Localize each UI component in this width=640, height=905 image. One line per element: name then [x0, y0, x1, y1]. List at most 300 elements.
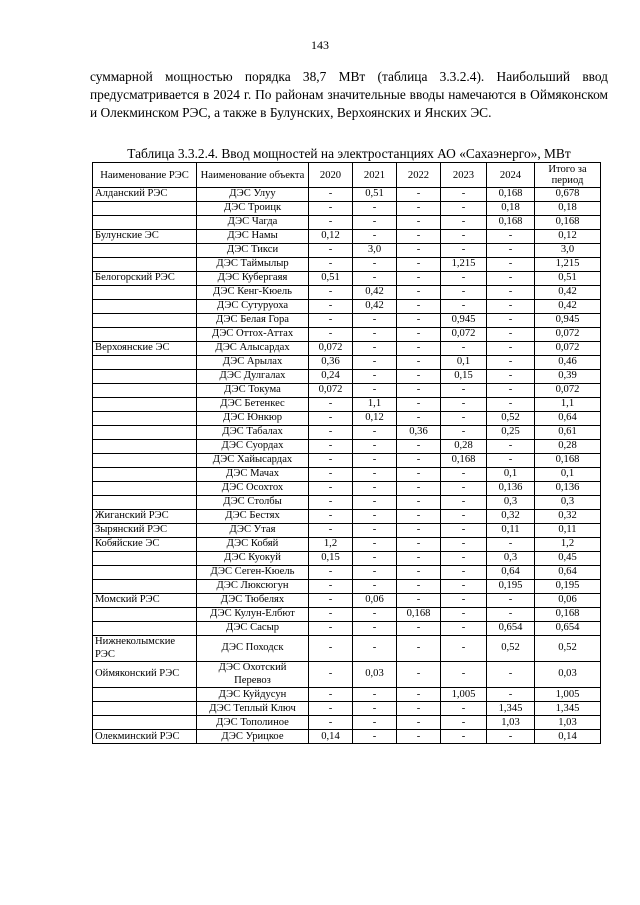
- table-row: [93, 342, 601, 356]
- value-cell: -: [397, 370, 441, 384]
- value-cell: -: [397, 594, 441, 608]
- value-cell: -: [441, 622, 487, 636]
- value-cell: 0,072: [535, 342, 601, 356]
- value-cell: 1,03: [535, 716, 601, 730]
- value-cell: -: [353, 258, 397, 272]
- value-cell: -: [441, 580, 487, 594]
- region-cell: [93, 412, 197, 426]
- value-cell: 0,25: [487, 426, 535, 440]
- value-cell: 1,1: [353, 398, 397, 412]
- value-cell: 0,1: [487, 468, 535, 482]
- body-paragraph: суммарной мощностью порядка 38,7 МВт (таблица 3.3.2.4). Наибольший ввод предусматривается в 2024 г. По районам значительные вводы намечаются в Оймяконском и Олекминском РЭС, а также в Булунских, Верхоянских и Янских ЭС.: [90, 69, 608, 120]
- value-cell: -: [353, 496, 397, 510]
- value-cell: -: [353, 538, 397, 552]
- value-cell: 0,136: [535, 482, 601, 496]
- table-row: [93, 594, 601, 608]
- region-cell: [93, 216, 197, 230]
- region-cell: Кобяйские ЭС: [93, 538, 197, 552]
- value-cell: -: [487, 300, 535, 314]
- object-cell: ДЭС Охотский Перевоз: [197, 662, 309, 688]
- table-row: [93, 370, 601, 384]
- value-cell: 0,64: [487, 566, 535, 580]
- table-row: [93, 440, 601, 454]
- table-row: [93, 702, 601, 716]
- capacity-table: [92, 162, 601, 744]
- value-cell: 0,168: [535, 454, 601, 468]
- value-cell: -: [353, 510, 397, 524]
- value-cell: -: [353, 342, 397, 356]
- value-cell: 0,168: [397, 608, 441, 622]
- object-cell: ДЭС Тополиное: [197, 716, 309, 730]
- object-cell: ДЭС Сасыр: [197, 622, 309, 636]
- value-cell: -: [487, 454, 535, 468]
- value-cell: -: [441, 286, 487, 300]
- region-cell: [93, 356, 197, 370]
- value-cell: -: [353, 216, 397, 230]
- table-row: [93, 566, 601, 580]
- table-row: [93, 426, 601, 440]
- table-row: [93, 496, 601, 510]
- value-cell: -: [353, 622, 397, 636]
- value-cell: -: [441, 538, 487, 552]
- value-cell: -: [309, 702, 353, 716]
- value-cell: -: [309, 300, 353, 314]
- table-row: [93, 730, 601, 744]
- region-cell: [93, 688, 197, 702]
- region-cell: [93, 300, 197, 314]
- value-cell: -: [397, 272, 441, 286]
- object-cell: ДЭС Тикси: [197, 244, 309, 258]
- value-cell: 0,61: [535, 426, 601, 440]
- value-cell: -: [397, 300, 441, 314]
- value-cell: 0,42: [535, 300, 601, 314]
- value-cell: -: [441, 702, 487, 716]
- value-cell: 0,12: [309, 230, 353, 244]
- value-cell: 0,28: [535, 440, 601, 454]
- value-cell: 0,03: [535, 662, 601, 688]
- value-cell: -: [353, 454, 397, 468]
- value-cell: 1,005: [441, 688, 487, 702]
- object-cell: ДЭС Утая: [197, 524, 309, 538]
- value-cell: 0,18: [487, 202, 535, 216]
- value-cell: -: [487, 244, 535, 258]
- value-cell: 0,3: [535, 496, 601, 510]
- value-cell: 0,678: [535, 188, 601, 202]
- value-cell: -: [441, 552, 487, 566]
- object-cell: ДЭС Намы: [197, 230, 309, 244]
- value-cell: 0,64: [535, 566, 601, 580]
- value-cell: -: [353, 426, 397, 440]
- region-cell: Булунские ЭС: [93, 230, 197, 244]
- value-cell: -: [487, 688, 535, 702]
- table-row: [93, 552, 601, 566]
- value-cell: -: [487, 440, 535, 454]
- region-cell: [93, 608, 197, 622]
- value-cell: 0,64: [535, 412, 601, 426]
- object-cell: ДЭС Кубергаяя: [197, 272, 309, 286]
- region-cell: [93, 328, 197, 342]
- value-cell: 0,52: [535, 636, 601, 662]
- value-cell: -: [309, 468, 353, 482]
- value-cell: 0,11: [487, 524, 535, 538]
- table-row: [93, 286, 601, 300]
- table-row: [93, 272, 601, 286]
- value-cell: 0,14: [535, 730, 601, 744]
- object-cell: ДЭС Тюбелях: [197, 594, 309, 608]
- value-cell: 3,0: [353, 244, 397, 258]
- object-cell: ДЭС Оттох-Аттах: [197, 328, 309, 342]
- value-cell: 0,072: [309, 342, 353, 356]
- value-cell: -: [441, 230, 487, 244]
- value-cell: -: [353, 608, 397, 622]
- value-cell: -: [309, 716, 353, 730]
- value-cell: -: [353, 356, 397, 370]
- object-cell: ДЭС Троицк: [197, 202, 309, 216]
- value-cell: -: [309, 426, 353, 440]
- value-cell: -: [309, 496, 353, 510]
- value-cell: 0,3: [487, 496, 535, 510]
- header-cell: 2020: [309, 163, 353, 188]
- table-row: [93, 384, 601, 398]
- table-row: [93, 510, 601, 524]
- region-cell: Белогорский РЭС: [93, 272, 197, 286]
- region-cell: [93, 716, 197, 730]
- header-cell: Итого за период: [535, 163, 601, 188]
- table-row: [93, 356, 601, 370]
- table-row: [93, 524, 601, 538]
- table-row: [93, 202, 601, 216]
- value-cell: 1,2: [535, 538, 601, 552]
- value-cell: -: [353, 440, 397, 454]
- value-cell: 0,36: [397, 426, 441, 440]
- region-cell: Верхоянские ЭС: [93, 342, 197, 356]
- value-cell: -: [487, 398, 535, 412]
- object-cell: ДЭС Кобяй: [197, 538, 309, 552]
- value-cell: -: [353, 482, 397, 496]
- table-row: [93, 398, 601, 412]
- value-cell: -: [397, 384, 441, 398]
- region-cell: [93, 202, 197, 216]
- table-row: [93, 608, 601, 622]
- value-cell: 0,52: [487, 412, 535, 426]
- value-cell: 0,39: [535, 370, 601, 384]
- table-row: [93, 482, 601, 496]
- value-cell: -: [353, 370, 397, 384]
- table-caption: Таблица 3.3.2.4. Ввод мощностей на электростанциях АО «Сахаэнерго», МВт: [127, 146, 571, 161]
- value-cell: 0,168: [535, 216, 601, 230]
- object-cell: ДЭС Таймылыр: [197, 258, 309, 272]
- value-cell: -: [397, 454, 441, 468]
- value-cell: -: [441, 188, 487, 202]
- value-cell: -: [441, 662, 487, 688]
- value-cell: 0,15: [309, 552, 353, 566]
- region-cell: [93, 468, 197, 482]
- table-body: [93, 188, 601, 744]
- value-cell: -: [309, 314, 353, 328]
- table-row: [93, 716, 601, 730]
- region-cell: Нижнеколымские РЭС: [93, 636, 197, 662]
- region-cell: [93, 622, 197, 636]
- value-cell: 0,06: [353, 594, 397, 608]
- header-cell: 2021: [353, 163, 397, 188]
- value-cell: -: [353, 636, 397, 662]
- object-cell: ДЭС Мачах: [197, 468, 309, 482]
- value-cell: -: [397, 662, 441, 688]
- value-cell: -: [487, 286, 535, 300]
- value-cell: -: [441, 482, 487, 496]
- value-cell: -: [487, 594, 535, 608]
- value-cell: -: [441, 524, 487, 538]
- value-cell: -: [397, 440, 441, 454]
- table-row: [93, 300, 601, 314]
- value-cell: 0,42: [535, 286, 601, 300]
- value-cell: 0,46: [535, 356, 601, 370]
- region-cell: [93, 566, 197, 580]
- value-cell: -: [309, 188, 353, 202]
- header-cell: 2022: [397, 163, 441, 188]
- region-cell: [93, 398, 197, 412]
- value-cell: 0,11: [535, 524, 601, 538]
- value-cell: -: [487, 384, 535, 398]
- value-cell: -: [397, 230, 441, 244]
- value-cell: -: [353, 580, 397, 594]
- value-cell: -: [441, 496, 487, 510]
- region-cell: [93, 702, 197, 716]
- region-cell: [93, 258, 197, 272]
- value-cell: 0,51: [535, 272, 601, 286]
- value-cell: -: [353, 702, 397, 716]
- value-cell: 0,195: [487, 580, 535, 594]
- value-cell: 0,3: [487, 552, 535, 566]
- header-cell: Наименование объекта: [197, 163, 309, 188]
- object-cell: ДЭС Сутуруоха: [197, 300, 309, 314]
- value-cell: -: [397, 216, 441, 230]
- value-cell: -: [309, 286, 353, 300]
- value-cell: 1,03: [487, 716, 535, 730]
- value-cell: 0,12: [353, 412, 397, 426]
- value-cell: -: [397, 538, 441, 552]
- value-cell: 0,52: [487, 636, 535, 662]
- region-cell: [93, 440, 197, 454]
- region-cell: Момский РЭС: [93, 594, 197, 608]
- value-cell: 0,945: [535, 314, 601, 328]
- object-cell: ДЭС Суордах: [197, 440, 309, 454]
- value-cell: -: [309, 202, 353, 216]
- value-cell: -: [487, 258, 535, 272]
- value-cell: -: [397, 356, 441, 370]
- value-cell: -: [487, 608, 535, 622]
- region-cell: [93, 426, 197, 440]
- value-cell: -: [397, 328, 441, 342]
- value-cell: -: [309, 608, 353, 622]
- value-cell: 0,072: [535, 384, 601, 398]
- value-cell: -: [397, 552, 441, 566]
- value-cell: 0,654: [535, 622, 601, 636]
- table-header-row: [93, 163, 601, 188]
- object-cell: ДЭС Куйдусун: [197, 688, 309, 702]
- value-cell: -: [487, 314, 535, 328]
- value-cell: -: [441, 608, 487, 622]
- value-cell: 1,345: [487, 702, 535, 716]
- value-cell: -: [397, 566, 441, 580]
- value-cell: -: [309, 440, 353, 454]
- value-cell: 1,2: [309, 538, 353, 552]
- table-row: [93, 580, 601, 594]
- value-cell: 0,1: [441, 356, 487, 370]
- value-cell: -: [441, 510, 487, 524]
- value-cell: -: [397, 482, 441, 496]
- table-row: [93, 688, 601, 702]
- value-cell: -: [309, 566, 353, 580]
- value-cell: -: [441, 716, 487, 730]
- value-cell: -: [353, 468, 397, 482]
- value-cell: -: [441, 398, 487, 412]
- value-cell: -: [397, 412, 441, 426]
- value-cell: 0,1: [535, 468, 601, 482]
- value-cell: -: [309, 454, 353, 468]
- value-cell: -: [397, 524, 441, 538]
- value-cell: 0,195: [535, 580, 601, 594]
- object-cell: ДЭС Бестях: [197, 510, 309, 524]
- table-row: [93, 454, 601, 468]
- value-cell: -: [441, 384, 487, 398]
- object-cell: ДЭС Столбы: [197, 496, 309, 510]
- object-cell: ДЭС Походск: [197, 636, 309, 662]
- region-cell: Олекминский РЭС: [93, 730, 197, 744]
- region-cell: [93, 314, 197, 328]
- value-cell: 0,14: [309, 730, 353, 744]
- table-row: [93, 258, 601, 272]
- value-cell: -: [397, 202, 441, 216]
- object-cell: ДЭС Кенг-Кюель: [197, 286, 309, 300]
- value-cell: -: [397, 730, 441, 744]
- value-cell: 0,51: [353, 188, 397, 202]
- value-cell: -: [441, 244, 487, 258]
- value-cell: 0,072: [309, 384, 353, 398]
- table-row: [93, 538, 601, 552]
- value-cell: 0,654: [487, 622, 535, 636]
- value-cell: -: [441, 426, 487, 440]
- table-row: [93, 216, 601, 230]
- value-cell: -: [309, 244, 353, 258]
- value-cell: 1,215: [535, 258, 601, 272]
- table-row: [93, 314, 601, 328]
- value-cell: 0,168: [535, 608, 601, 622]
- value-cell: 0,32: [487, 510, 535, 524]
- value-cell: -: [353, 314, 397, 328]
- table-row: [93, 244, 601, 258]
- value-cell: -: [397, 286, 441, 300]
- object-cell: ДЭС Белая Гора: [197, 314, 309, 328]
- value-cell: -: [397, 342, 441, 356]
- value-cell: -: [397, 636, 441, 662]
- value-cell: -: [353, 688, 397, 702]
- region-cell: Алданский РЭС: [93, 188, 197, 202]
- region-cell: Зырянский РЭС: [93, 524, 197, 538]
- header-cell: Наименование РЭС: [93, 163, 197, 188]
- object-cell: ДЭС Люксюгун: [197, 580, 309, 594]
- value-cell: -: [309, 622, 353, 636]
- value-cell: 0,06: [535, 594, 601, 608]
- table-row: [93, 468, 601, 482]
- table-row: [93, 622, 601, 636]
- object-cell: ДЭС Осохтох: [197, 482, 309, 496]
- region-cell: Жиганский РЭС: [93, 510, 197, 524]
- value-cell: -: [353, 566, 397, 580]
- value-cell: -: [397, 398, 441, 412]
- object-cell: ДЭС Чагда: [197, 216, 309, 230]
- page-number: 143: [311, 38, 329, 52]
- region-cell: [93, 454, 197, 468]
- value-cell: -: [353, 202, 397, 216]
- object-cell: ДЭС Табалах: [197, 426, 309, 440]
- value-cell: -: [441, 202, 487, 216]
- header-cell: 2023: [441, 163, 487, 188]
- value-cell: -: [487, 538, 535, 552]
- value-cell: 0,072: [535, 328, 601, 342]
- value-cell: -: [487, 342, 535, 356]
- value-cell: 0,168: [487, 188, 535, 202]
- value-cell: -: [441, 730, 487, 744]
- region-cell: [93, 244, 197, 258]
- value-cell: -: [441, 412, 487, 426]
- value-cell: -: [309, 688, 353, 702]
- region-cell: [93, 384, 197, 398]
- region-cell: [93, 496, 197, 510]
- value-cell: -: [441, 216, 487, 230]
- value-cell: -: [397, 510, 441, 524]
- value-cell: -: [397, 188, 441, 202]
- value-cell: 0,32: [535, 510, 601, 524]
- value-cell: -: [487, 328, 535, 342]
- value-cell: -: [441, 566, 487, 580]
- value-cell: -: [353, 328, 397, 342]
- value-cell: -: [353, 730, 397, 744]
- table-row: [93, 412, 601, 426]
- value-cell: -: [487, 356, 535, 370]
- object-cell: ДЭС Токума: [197, 384, 309, 398]
- value-cell: -: [309, 328, 353, 342]
- value-cell: -: [487, 370, 535, 384]
- value-cell: 0,36: [309, 356, 353, 370]
- value-cell: 0,072: [441, 328, 487, 342]
- value-cell: -: [441, 468, 487, 482]
- value-cell: 0,15: [441, 370, 487, 384]
- value-cell: 0,03: [353, 662, 397, 688]
- value-cell: -: [353, 552, 397, 566]
- region-cell: [93, 370, 197, 384]
- region-cell: [93, 482, 197, 496]
- value-cell: 0,945: [441, 314, 487, 328]
- table-row: [93, 328, 601, 342]
- object-cell: ДЭС Теплый Ключ: [197, 702, 309, 716]
- value-cell: 0,51: [309, 272, 353, 286]
- value-cell: -: [353, 230, 397, 244]
- table-row: [93, 230, 601, 244]
- table-row: [93, 188, 601, 202]
- value-cell: -: [487, 662, 535, 688]
- value-cell: -: [441, 300, 487, 314]
- object-cell: ДЭС Дулгалах: [197, 370, 309, 384]
- table-row: [93, 662, 601, 688]
- region-cell: [93, 580, 197, 594]
- value-cell: -: [353, 384, 397, 398]
- value-cell: -: [487, 730, 535, 744]
- value-cell: 0,12: [535, 230, 601, 244]
- value-cell: -: [309, 524, 353, 538]
- object-cell: ДЭС Кулун-Елбют: [197, 608, 309, 622]
- object-cell: ДЭС Урицкое: [197, 730, 309, 744]
